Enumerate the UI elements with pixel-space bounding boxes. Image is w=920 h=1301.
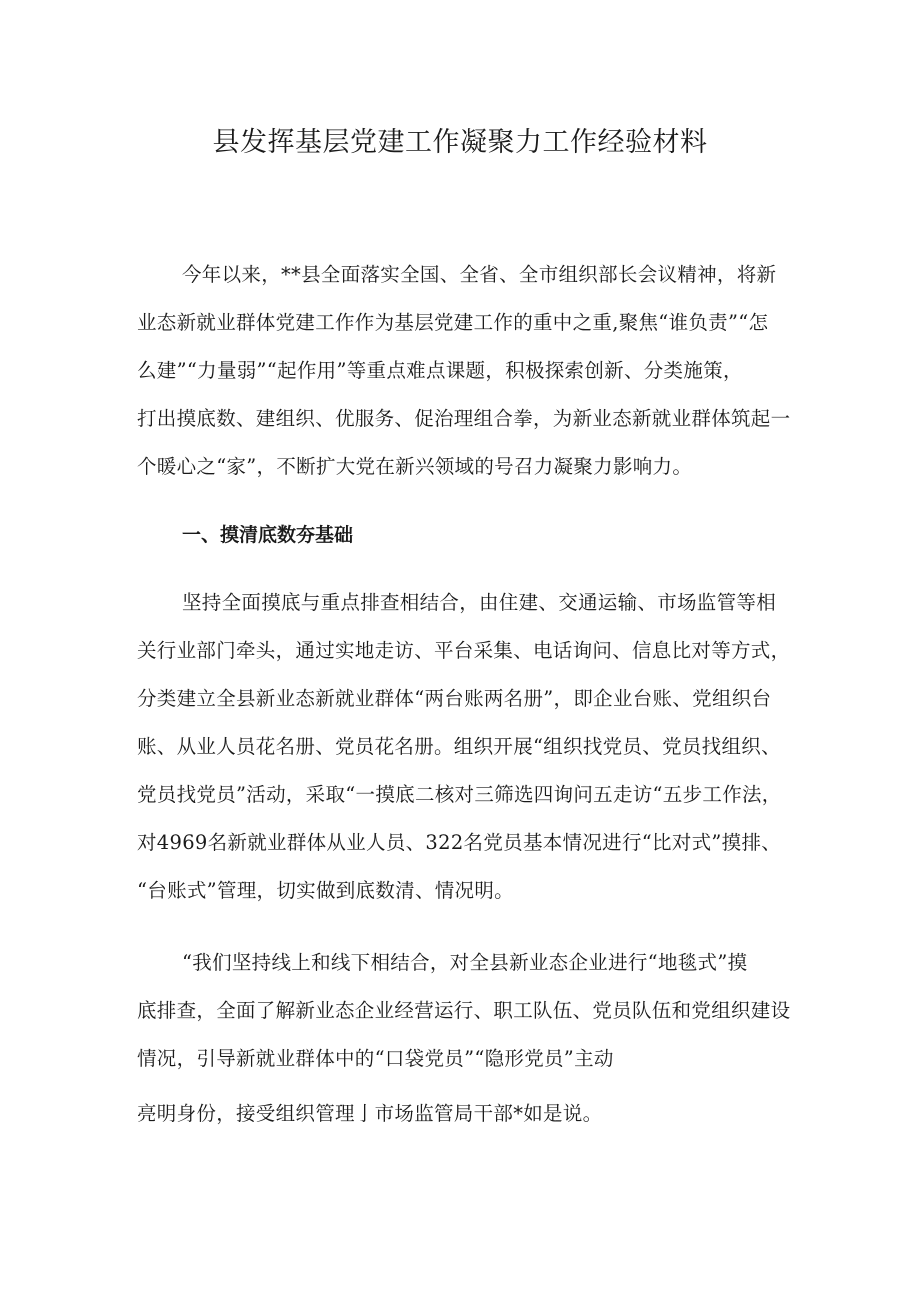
intro-line-5: 个暖心之“家”，不断扩大党在新兴领域的号召力凝聚力影响力。 (137, 455, 693, 478)
section1-line-2: 关行业部门牵头，通过实地走访、平台采集、电话询问、信息比对等方式， (137, 639, 791, 662)
quote-line-3: 情况，引导新就业群体中的“口袋党员”“隐形党员”主动 (137, 1047, 614, 1070)
intro-line-4: 打出摸底数、建组织、优服务、促治理组合拳，为新业态新就业群体筑起一 (137, 407, 791, 430)
intro-line-1: 今年以来，**县全面落实全国、全省、全市组织部长会议精神，将新 (182, 263, 777, 286)
quote-line-2: 底排查，全面了解新业态企业经营运行、职工队伍、党员队伍和党组织建设 (137, 999, 791, 1022)
section1-line-1: 坚持全面摸底与重点排查相结合，由住建、交通运输、市场监管等相 (182, 591, 777, 614)
section1-line-7: “台账式”管理，切实做到底数清、情况明。 (137, 879, 514, 902)
section1-line-4: 账、从业人员花名册、党员花名册。组织开展“组织找党员、党员找组织、 (137, 735, 781, 758)
document-title: 县发挥基层党建工作凝聚力工作经验材料 (212, 127, 708, 158)
quote-line-4: 亮明身份，接受组织管理亅市场监管局干部*如是说。 (137, 1102, 603, 1125)
intro-line-2: 业态新就业群体党建工作作为基层党建工作的重中之重,聚焦“谁负责”“怎 (137, 311, 769, 334)
section1-line-5: 党员找党员”活动，采取“一摸底二核对三筛选四询问五走访“五步工作法， (137, 783, 782, 806)
section1-line-6: 对4969名新就业群体从业人员、322名党员基本情况进行“比对式”摸排、 (137, 831, 782, 854)
section-heading: 一、摸清底数夯基础 (182, 524, 354, 546)
quote-line-1: “我们坚持线上和线下相结合，对全县新业态企业进行“地毯式”摸 (182, 951, 748, 974)
intro-line-3: 么建”“力量弱”“起作用”等重点难点课题，积极探索创新、分类施策， (137, 359, 743, 382)
section1-line-3: 分类建立全县新业态新就业群体“两台账两名册”，即企业台账、党组织台 (137, 687, 772, 710)
